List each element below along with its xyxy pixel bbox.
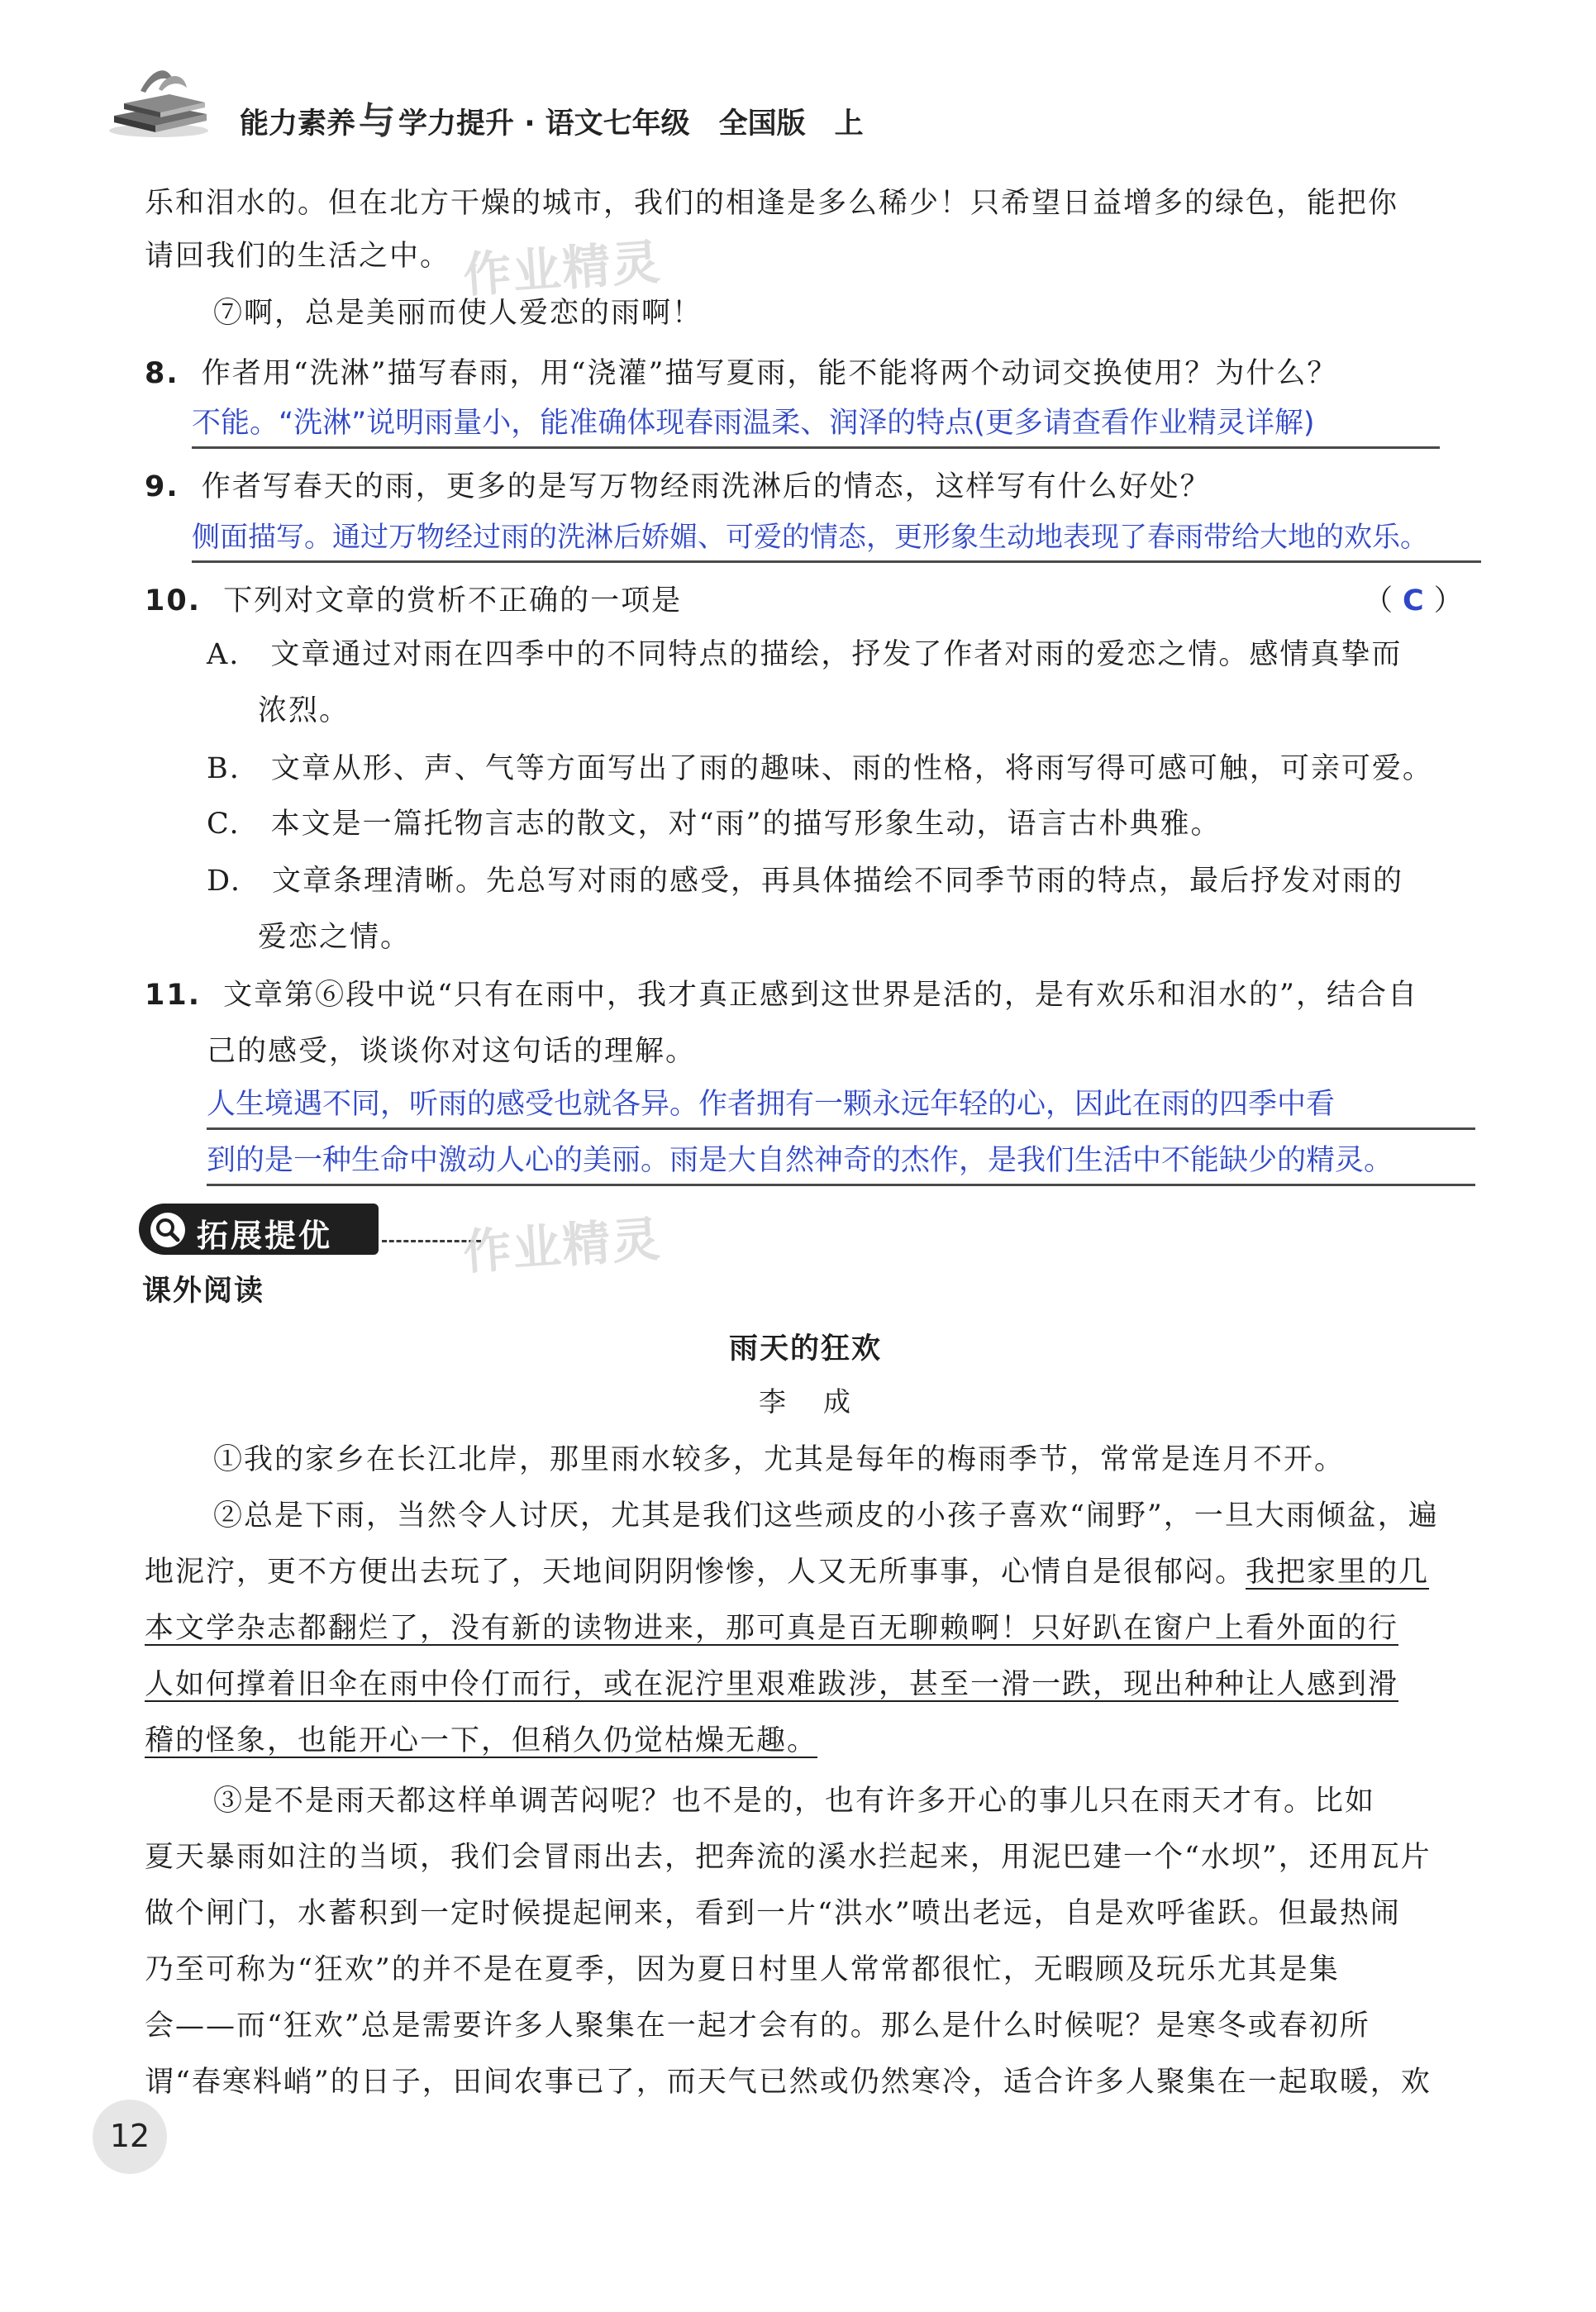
page-number-badge <box>93 2100 167 2174</box>
question-10 <box>145 581 682 621</box>
question-11-line-1 <box>145 975 1418 1015</box>
continued-line-1: 乐和泪水的。但在北方干燥的城市，我们的相逢是多么稀少！只希望日益增多的绿色，能把你 <box>145 187 1399 220</box>
continued-line-2: 请回我们的生活之中。 <box>145 240 451 273</box>
article-p1: ①我的家乡在长江北岸，那里雨水较多，尤其是每年的梅雨季节，常常是连月不开。 <box>213 1443 1346 1476</box>
header-subtitle: 学力提升 · 语文七年级 全国版 上 <box>398 107 864 141</box>
question-10-answer: C <box>1403 584 1426 617</box>
section-badge <box>139 1204 379 1255</box>
question-8-answer: 不能。“洗淋”说明雨量小，能准确体现春雨温柔、润泽的特点(更多请查看作业精灵详解) <box>192 403 1440 449</box>
page-number: 12 <box>109 2118 150 2154</box>
option-a-line-1: A. 文章通过对雨在四季中的不同特点的描绘，抒发了作者对雨的爱恋之情。感情真挚而 <box>207 638 1403 671</box>
article-p3-line-6: 谓“春寒料峭”的日子，田间农事已了，而天气已然或仍然寒冷，适合许多人聚集在一起取暖，欢 <box>145 2066 1432 2099</box>
question-8-number: 8. <box>145 357 179 390</box>
books-logo-icon <box>107 58 215 141</box>
question-11-answer-line-1: 人生境遇不同，听雨的感受也就各异。作者拥有一颗永远年轻的心，因此在雨的四季中看 <box>207 1084 1475 1130</box>
question-11-text-1: 文章第⑥段中说“只有在雨中，我才真正感到这世界是活的，是有欢乐和泪水的”，结合自 <box>223 979 1418 1012</box>
watermark-2: 作业精灵 <box>461 1210 664 1281</box>
option-a-line-2: 浓烈。 <box>258 694 350 727</box>
question-9-text: 作者写春天的雨，更多的是写万物经雨洗淋后的情态，这样写有什么好处？ <box>201 470 1211 503</box>
question-11-line-2: 己的感受，谈谈你对这句话的理解。 <box>207 1035 697 1068</box>
article-p2-line-3: 本文学杂志都翻烂了，没有新的读物进来，那可真是百无聊赖啊！只好趴在窗户上看外面的行 <box>145 1612 1399 1645</box>
option-b: B. 文章从形、声、气等方面写出了雨的趣味、雨的性格，将雨写得可感可触，可亲可爱。 <box>207 752 1433 785</box>
article-title: 雨天的狂欢 <box>729 1332 883 1366</box>
bracket-close: ） <box>1433 584 1465 617</box>
article-p2-line-2a: 地泥泞，更不方便出去玩了，天地间阴阴惨惨，人又无所事事，心情自是很郁闷。 <box>145 1556 1246 1589</box>
article-p3-line-2: 夏天暴雨如注的当顷，我们会冒雨出去，把奔流的溪水拦起来，用泥巴建一个“水坝”，还用瓦片 <box>145 1841 1432 1874</box>
magnifier-icon <box>149 1211 187 1249</box>
section-subtitle: 课外阅读 <box>142 1275 265 1308</box>
article-p3-line-3: 做个闸门，水蓄积到一定时候提起闸来，看到一片“洪水”喷出老远，自是欢呼雀跃。但最热闹 <box>145 1897 1401 1930</box>
option-d-line-2: 爱恋之情。 <box>258 921 412 954</box>
question-8 <box>145 354 1337 393</box>
watermark: 作业精灵 <box>461 233 664 304</box>
article-p2-line-2b: 我把家里的几 <box>1246 1556 1430 1589</box>
article-author: 李 成 <box>759 1385 855 1418</box>
article-p3-line-5: 会——而“狂欢”总是需要许多人聚集在一起才会有的。那么是什么时候呢？是寒冬或春初所 <box>145 2009 1370 2043</box>
question-10-text: 下列对文章的赏析不正确的一项是 <box>223 584 683 617</box>
article-p2-line-5: 稽的怪象，也能开心一下，但稍久仍觉枯燥无趣。 <box>145 1724 818 1757</box>
paragraph-7: ⑦啊，总是美丽而使人爱恋的雨啊！ <box>213 297 703 330</box>
question-10-number: 10. <box>145 584 202 617</box>
option-d-line-1: D. 文章条理清晰。先总写对雨的感受，再具体描绘不同季节雨的特点，最后抒发对雨的 <box>207 865 1403 898</box>
question-8-text: 作者用“洗淋”描写春雨，用“浇灌”描写夏雨，能不能将两个动词交换使用？为什么？ <box>201 357 1338 390</box>
question-9-number: 9. <box>145 470 179 503</box>
article-p2-line-2 <box>145 1552 1429 1592</box>
bracket-open: （ <box>1364 584 1395 617</box>
header <box>107 58 934 149</box>
option-c: C. 本文是一篇托物言志的散文，对“雨”的描写形象生动，语言古朴典雅。 <box>207 808 1222 841</box>
question-10-answer-bracket <box>1364 581 1465 621</box>
question-11-number: 11. <box>145 979 202 1012</box>
question-9 <box>145 467 1211 507</box>
article-p2-line-1: ②总是下雨，当然令人讨厌，尤其是我们这些顽皮的小孩子喜欢“闹野”，一旦大雨倾盆，遍 <box>213 1499 1439 1533</box>
series-title: 能力素养 <box>240 107 356 141</box>
article-p2-line-4: 人如何撑着旧伞在雨中伶仃而行，或在泥泞里艰难跋涉，甚至一滑一跌，现出种种让人感到滑 <box>145 1668 1399 1701</box>
article-p3-line-4: 乃至可称为“狂欢”的并不是在夏季，因为夏日村里人常常都很忙，无暇顾及玩乐尤其是集 <box>145 1953 1340 1986</box>
question-11-answer-line-2: 到的是一种生命中激动人心的美丽。雨是大自然神奇的杰作，是我们生活中不能缺少的精灵。 <box>207 1141 1475 1186</box>
series-yu: 与 <box>359 100 396 142</box>
article-p3-line-1: ③是不是雨天都这样单调苦闷呢？也不是的，也有许多开心的事儿只在雨天才有。比如 <box>213 1785 1376 1818</box>
question-9-answer: 侧面描写。通过万物经过雨的洗淋后娇媚、可爱的情态，更形象生动地表现了春雨带给大地的欢乐。 <box>192 517 1481 563</box>
section-badge-label: 拓展提优 <box>197 1218 333 1254</box>
